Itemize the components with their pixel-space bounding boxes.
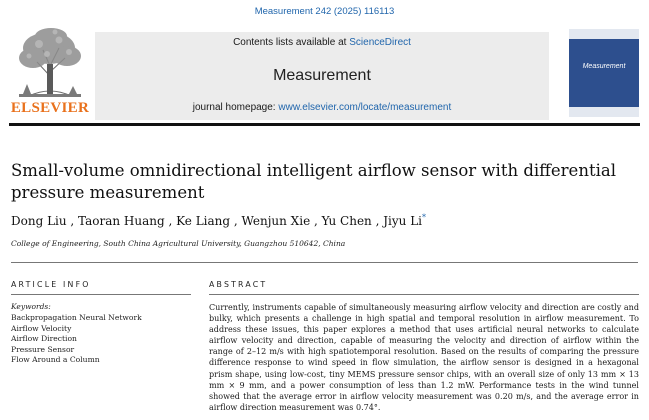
journal-header	[9, 26, 640, 122]
author-names[interactable]: Dong Liu , Taoran Huang , Ke Liang , Wenjun Xie , Yu Chen , Jiyu Li	[11, 214, 422, 228]
journal-banner	[95, 32, 549, 120]
front-matter-divider	[11, 262, 638, 263]
elsevier-tree-icon	[9, 26, 91, 102]
keyword-item: Pressure Sensor	[11, 344, 75, 354]
contents-prefix: Contents lists available at	[233, 37, 350, 48]
keyword-item: Backpropagation Neural Network	[11, 313, 142, 322]
cover-bottom-band	[569, 107, 639, 117]
abstract-text: Currently, instruments capable of simultaneously measuring airflow velocity and direction are costly and bulky, which presents a challenge in high spatial and temporal resolution in airflow measurement. To address these issues, this paper explores a method that uses artificial neural networks to calculate airflow velocity and direction, capable of measuring the velocity and direction of airflow within the range of 2–12 m/s with high spatiotemporal resolution. Based on the results of comparing the pressure difference response to wind speed in flow simulation, the airflow sensor is designed in a hexagonal prism shape, using low-cost, tiny MEMS pressure sensor chips, with an overall size of only 13 mm × 13 mm × 9 mm, and a power consumption of less than 1.2 mW. Performance tests in the wind tunnel showed that the average error in airflow velocity measurement was 0.20 m/s, and the average error in airflow direction measurement was 0.74°.	[209, 303, 639, 412]
homepage-link[interactable]: www.elsevier.com/locate/measurement	[278, 102, 452, 113]
article-title: Small-volume omnidirectional intelligent airflow sensor with differential pressure measurement	[11, 161, 616, 202]
article-info-heading: ARTICLE INFO	[11, 280, 91, 289]
corresponding-author-mark[interactable]: *	[422, 213, 426, 222]
elsevier-wordmark: ELSEVIER	[10, 100, 90, 116]
journal-homepage	[95, 102, 549, 113]
keyword-item: Flow Around a Column	[11, 355, 100, 365]
abstract-heading: ABSTRACT	[209, 280, 268, 289]
affiliation: College of Engineering, South China Agricultural University, Guangzhou 510642, China	[11, 239, 346, 248]
abstract-rule	[209, 294, 639, 295]
journal-citation[interactable]: Measurement 242 (2025) 116113	[254, 6, 395, 17]
cover-title: Measurement	[582, 63, 626, 70]
elsevier-logo[interactable]	[9, 26, 91, 120]
journal-cover-thumbnail[interactable]	[569, 29, 639, 117]
keyword-item: Airflow Direction	[11, 334, 77, 344]
article-info-rule	[11, 294, 191, 295]
cover-top-band	[569, 29, 639, 39]
keywords-list	[11, 313, 142, 366]
keywords-label: Keywords:	[11, 302, 51, 311]
header-divider	[9, 123, 640, 126]
keyword-item: Airflow Velocity	[11, 323, 72, 333]
journal-name[interactable]: Measurement	[273, 67, 371, 84]
contents-availability	[95, 37, 549, 48]
sciencedirect-link[interactable]: ScienceDirect	[349, 37, 411, 48]
homepage-prefix: journal homepage:	[192, 102, 279, 113]
author-list	[11, 213, 631, 228]
